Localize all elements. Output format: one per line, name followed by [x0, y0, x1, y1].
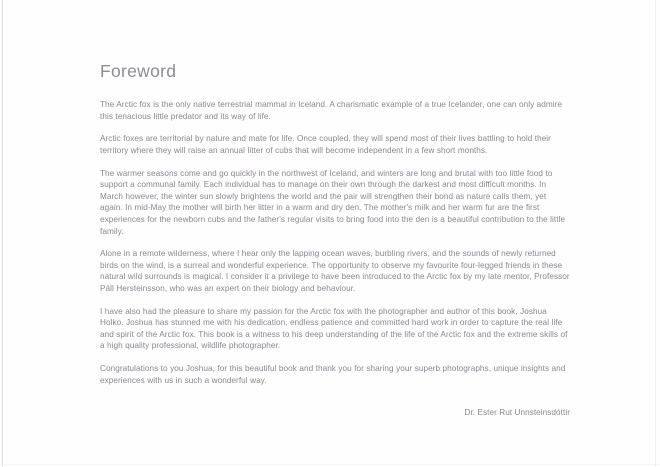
body-paragraph: The Arctic fox is the only native terrestrial mammal in Iceland. A charismatic example of a true Icelander, one can only admire this tenacious little predator and its way of life.: [100, 100, 563, 121]
page-title: Foreword: [100, 61, 177, 81]
body-paragraph: Arctic foxes are territorial by nature and mate for life. Once coupled, they will spend most of their lives battling to hold their territory where they will raise an annual litter of cubs that will become independent in a few short months.: [100, 134, 551, 156]
body-paragraph: Alone in a remote wilderness, where I hear only the lapping ocean waves, burbling rivers, and the sounds of newly returned birds on the wind, is a surreal and wonderful experience. The opportunity to observe my favourite four-legged friends in these natural wild surrounds is magical. I consider it a privilege to have been introduced to the Arctic fox by my late mentor, Professor Páll Hersteinsson, who was an expert on their biology and behaviour.: [100, 249, 570, 293]
page-spine-line: [2, 0, 3, 467]
body-paragraph: I have also had the pleasure to share my passion for the Arctic fox with the photographer and author of this book, Joshua Holko. Joshua has stunned me with his dedication, endless patience and committed hard work in order to capture the real life and spirit of the Arctic fox. This book is a witness to his deep understanding of the life of the Arctic fox and the extreme skills of a high quality professional, wildlife photographer.: [100, 306, 568, 351]
author-signature: Dr. Ester Rut Unnsteinsdóttir: [464, 408, 570, 418]
page-bottom-edge-line: [0, 464, 660, 465]
page-content: [100, 62, 570, 419]
body-paragraph: Congratulations to you Joshua, for this beautiful book and thank you for sharing your superb photographs, unique insights and experiences with us in such a wonderful way.: [100, 363, 566, 385]
body-paragraph: The warmer seasons come and go quickly in the northwest of Iceland, and winters are long and brutal with too little food to support a communal family. Each individual has to manage on their own through the darkest and most difficult months. In March however, the winter sun slowly brightens the world and the pair will strengthen their bond as nature calls them, yet again. In mid-May the mother will birth her litter in a warm and dry den. The mother's milk and her warm fur are the first experiences for the newborn cubs and the father's regular visits to bring food into the den is a beautiful contribution to the little family.: [100, 168, 566, 236]
page-right-edge-line: [655, 0, 656, 467]
